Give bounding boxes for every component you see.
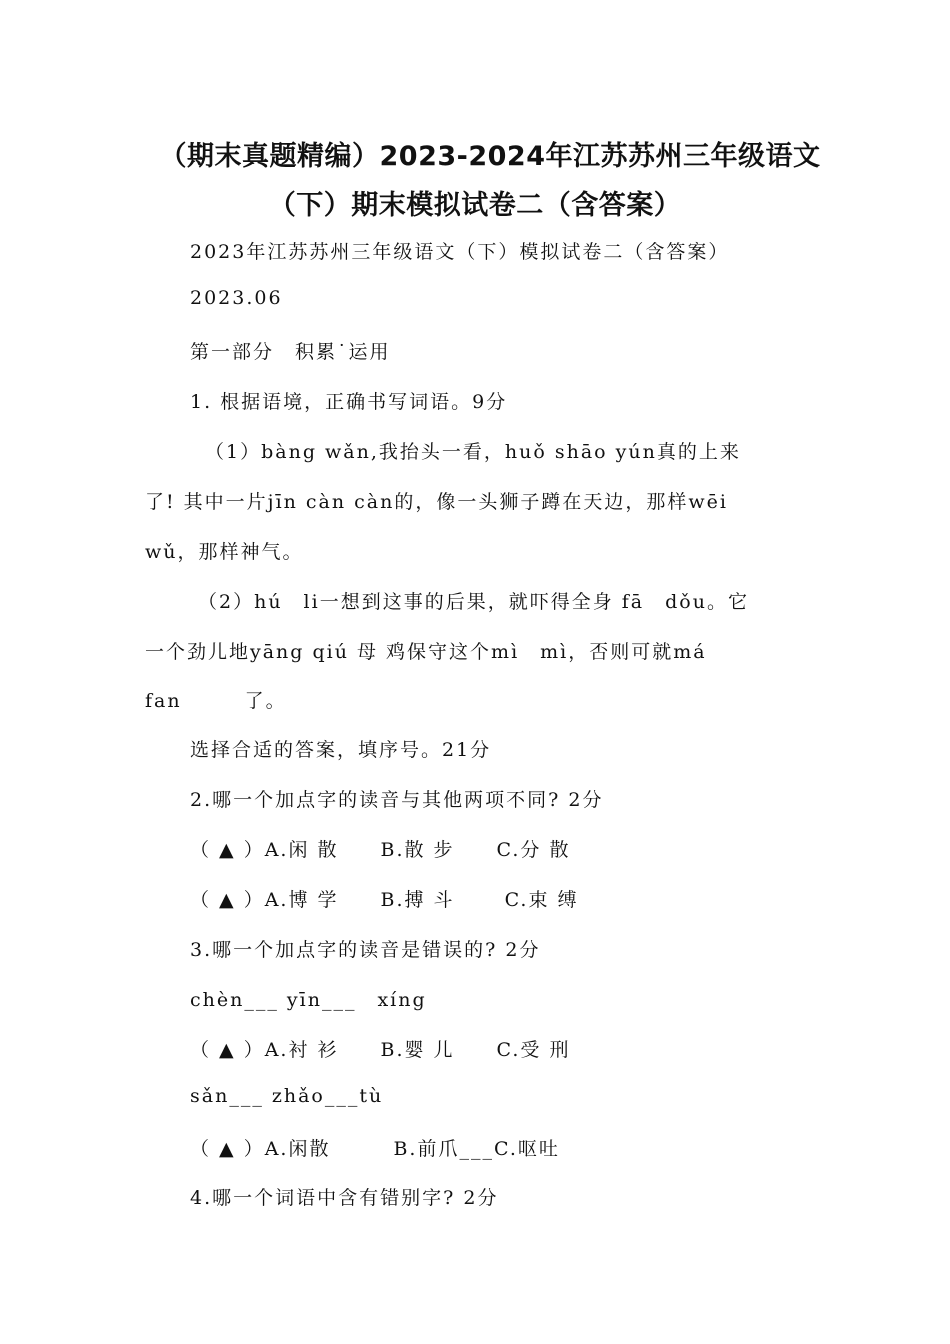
question-1-paragraph-1-line-1: （1）bàng wǎn,我抬头一看，huǒ shāo yún真的上来 <box>205 441 741 463</box>
question-3-stem: 3.哪一个加点字的读音是错误的? 2分 <box>190 939 541 961</box>
date: 2023.06 <box>190 287 283 309</box>
question-3-option-row-1: （ ▲ ）A.衬 衫 B.婴 儿 C.受 刑 <box>190 1039 571 1061</box>
question-2-option-row-1: （ ▲ ）A.闲 散 B.散 步 C.分 散 <box>190 839 571 861</box>
question-1-paragraph-1-line-2: 了! 其中一片jīn càn càn的，像一头狮子蹲在天边，那样wēi <box>145 491 728 513</box>
question-3-option-row-2: （ ▲ ）A.闲散 B.前爪___C.呕吐 <box>190 1138 560 1160</box>
question-2-stem: 2.哪一个加点字的读音与其他两项不同? 2分 <box>190 789 604 811</box>
question-1-paragraph-1-line-3: wǔ，那样神气。 <box>145 541 304 563</box>
subtitle: 2023年江苏苏州三年级语文（下）模拟试卷二（含答案） <box>190 241 730 263</box>
question-4-stem: 4.哪一个词语中含有错别字? 2分 <box>190 1187 499 1209</box>
question-3-pinyin-row-2: sǎn___ zhǎo___tù <box>190 1085 384 1107</box>
document-title-line-2: （下）期末模拟试卷二（含答案） <box>268 190 682 221</box>
question-2-option-row-2: （ ▲ ）A.博 学 B.搏 斗 C.束 缚 <box>190 889 579 911</box>
question-1-paragraph-2-line-2: 一个劲儿地yāng qiú 母 鸡保守这个mì mì，否则可就má <box>145 641 707 663</box>
question-1-paragraph-2-line-3: fan 了。 <box>145 690 287 712</box>
section-heading: 第一部分 积累˙运用 <box>190 341 391 363</box>
document-title-line-1: （期末真题精编）2023-2024年江苏苏州三年级语文 <box>159 141 821 172</box>
choice-section-stem: 选择合适的答案，填序号。21分 <box>190 739 492 761</box>
question-3-pinyin-row-1: chèn___ yīn___ xíng <box>190 989 427 1011</box>
question-1-paragraph-2-line-1: （2）hú li一想到这事的后果，就吓得全身 fā dǒu。它 <box>198 591 749 613</box>
question-1-stem: 1. 根据语境，正确书写词语。9分 <box>190 391 508 413</box>
